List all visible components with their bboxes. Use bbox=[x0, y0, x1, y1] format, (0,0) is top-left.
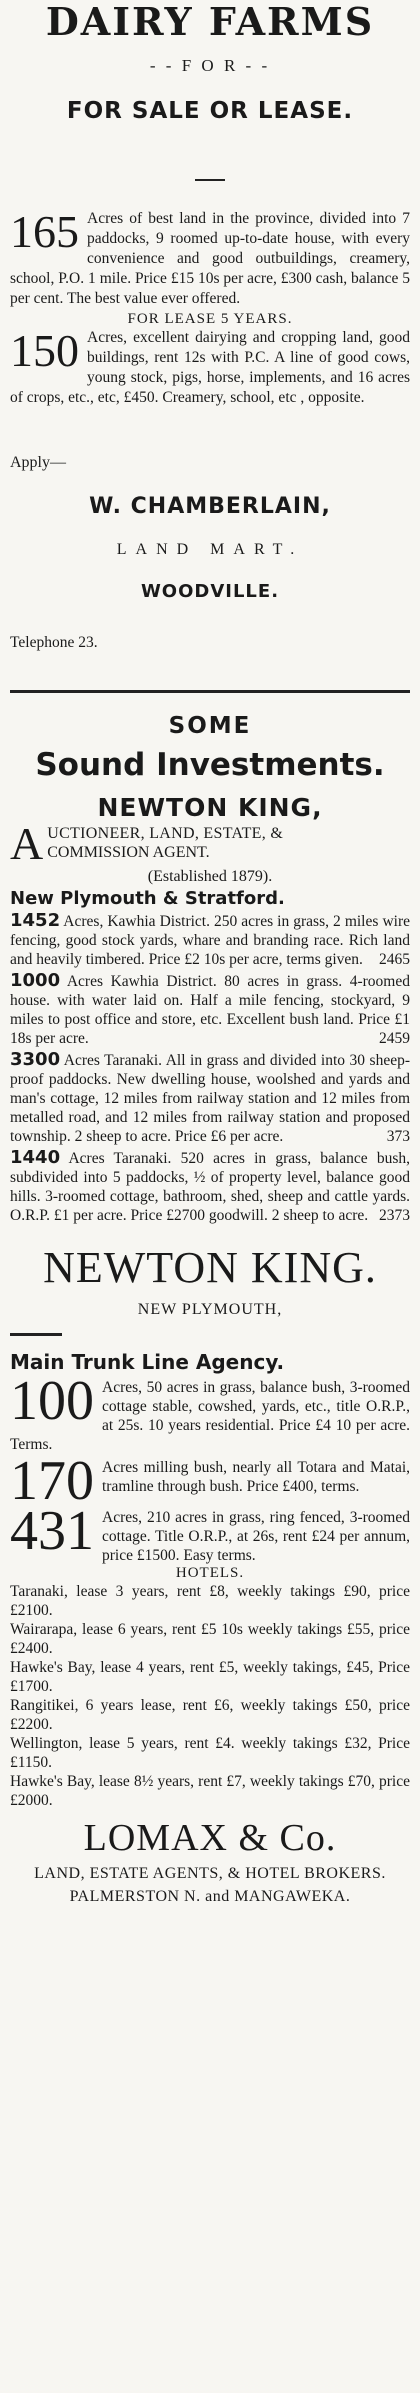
auct-line1: UCTIONEER, LAND, ESTATE, & bbox=[47, 825, 284, 842]
hotel-listing: Wairarapa, lease 6 years, rent £5 10s weekly takings £55, price £2400. bbox=[10, 1621, 410, 1657]
mtla-listings bbox=[10, 1370, 410, 1565]
hotels-list bbox=[10, 1582, 410, 1810]
property-acres: 1000 bbox=[10, 970, 61, 991]
mtla-listing bbox=[10, 1450, 410, 1512]
hotel-listing: Hawke's Bay, lease 4 years, rent £5, weekly takings, £45, Price £1700. bbox=[10, 1659, 410, 1695]
listing-number: 150 bbox=[10, 325, 79, 376]
new-plymouth-footer: NEW PLYMOUTH, bbox=[137, 1301, 283, 1318]
agent-town: WOODVILLE. bbox=[140, 581, 280, 602]
lease-heading: FOR LEASE 5 YEARS. bbox=[127, 311, 293, 327]
apply-label: Apply— bbox=[10, 454, 66, 471]
drop-cap: A bbox=[10, 818, 44, 869]
listing-text: Acres, 50 acres in grass, balance bush, 3-roomed cottage stable, cowshed, yards, etc., title O.R.P., at 25s. 10 years residential. Price £4 10 per acre. Terms. bbox=[10, 1379, 410, 1453]
mtla-listing bbox=[10, 1370, 410, 1454]
agent-name: W. CHAMBERLAIN, bbox=[89, 494, 331, 519]
property-acres: 1452 bbox=[10, 910, 61, 931]
land-mart: LAND MART. bbox=[116, 541, 304, 558]
property-text: Acres Taranaki. All in grass and divided into 30 sheep-proof paddocks. New dwelling house, woolshed and yards and man's cottage, 12 miles from railway station and 12 miles from metalled road, and 12 miles from railway station and proposed township. 2 sheep to acre. Price £6 per acre. bbox=[10, 1052, 410, 1145]
listing-165 bbox=[10, 206, 410, 309]
property-ref: 2373 bbox=[379, 1207, 410, 1224]
listing-text: Acres of best land in the province, divided into 7 paddocks, 9 roomed up-to-date house, with every convenience and good outbuildings, creamery, school, P.O. 1 mile. Price £15 10s per acre, £300 cash, balance 5 per cent. The best value ever offered. bbox=[10, 210, 410, 307]
property-text: Acres Taranaki. 520 acres in grass, balance bush, subdivided into 5 paddocks, ½ of property level, balance good hills. 3-roomed cottage, bathroom, shed, sheep and cattle yards. O.R.P. £1 per acre. Price £2700 goodwill. 2 sheep to acre. bbox=[10, 1150, 410, 1224]
property-listing bbox=[10, 1148, 410, 1225]
company-towns: PALMERSTON N. and MANGAWEKA. bbox=[69, 1888, 351, 1905]
property-text: Acres Kawhia District. 80 acres in grass. 4-roomed house. with water laid on. Half a mile fencing, stockyard, 9 miles to post office and store, etc. Excellent bush land. Price £1 18s per acre. bbox=[10, 973, 410, 1047]
hotel-listing: Taranaki, lease 3 years, rent £8, weekly takings £90, price £2100. bbox=[10, 1583, 410, 1619]
listing-number: 431 bbox=[10, 1500, 94, 1562]
property-ref: 2465 bbox=[379, 951, 410, 968]
hotel-listing: Rangitikei, 6 years lease, rent £6, weekly takings £50, price £2200. bbox=[10, 1697, 410, 1733]
property-list bbox=[10, 911, 410, 1225]
property-text: Acres, Kawhia District. 250 acres in grass, 2 miles wire fencing, good stock yards, whare and branding race. Rich land and heavily timbered. Price £2 10s per acre, terms given. bbox=[10, 913, 410, 968]
listing-text: Acres milling bush, nearly all Totara and Matai, tramline through bush. Price £400, terms. bbox=[102, 1459, 410, 1495]
listing-number: 170 bbox=[10, 1450, 94, 1512]
listing-number: 100 bbox=[10, 1370, 94, 1432]
telephone: Telephone 23. bbox=[10, 634, 98, 651]
listing-text: Acres, 210 acres in grass, ring fenced, 3-roomed cottage. Title O.R.P., at 26s, rent £24 per annum, price £1500. Easy terms. bbox=[102, 1509, 410, 1564]
listing-text: Acres, excellent dairying and cropping land, good buildings, rent 12s with P.C. A line of good cows, young stock, pigs, horse, implements, and 16 acres of crops, etc., etc, £450. Creamery, school, etc , opposite. bbox=[10, 329, 410, 406]
hotel-listing: Wellington, lease 5 years, rent £4. weekly takings £32, Price £1150. bbox=[10, 1735, 410, 1771]
mtla-listing bbox=[10, 1500, 410, 1565]
dairy-farms-title: DAIRY FARMS bbox=[45, 0, 375, 44]
for-sale-lease-heading: FOR SALE OR LEASE. bbox=[66, 98, 354, 124]
property-listing bbox=[10, 911, 410, 969]
established: (Established 1879). bbox=[147, 868, 273, 885]
listing-number: 165 bbox=[10, 206, 79, 257]
newton-king-heading: NEWTON KING, bbox=[97, 793, 323, 822]
mid-divider bbox=[10, 1333, 62, 1336]
towns-heading: New Plymouth & Stratford. bbox=[10, 888, 285, 909]
sound-investments-heading: Sound Investments. bbox=[35, 747, 385, 783]
hotel-listing: Hawke's Bay, lease 8½ years, rent £7, weekly takings £70, price £2000. bbox=[10, 1773, 410, 1809]
for-subtitle: - - F O R - - bbox=[149, 56, 271, 75]
property-acres: 3300 bbox=[10, 1049, 61, 1070]
section-divider bbox=[10, 690, 410, 693]
main-trunk-heading: Main Trunk Line Agency. bbox=[10, 1350, 285, 1374]
property-ref: 373 bbox=[386, 1128, 410, 1145]
short-divider bbox=[195, 179, 225, 181]
company-description: LAND, ESTATE AGENTS, & HOTEL BROKERS. bbox=[34, 1865, 386, 1882]
property-listing bbox=[10, 1050, 410, 1146]
property-ref: 2459 bbox=[379, 1030, 410, 1047]
listing-150 bbox=[10, 325, 410, 408]
hotels-heading: HOTELS. bbox=[175, 1565, 245, 1581]
some-heading: SOME bbox=[168, 713, 252, 739]
newton-king-footer: NEWTON KING. bbox=[43, 1243, 377, 1292]
property-listing bbox=[10, 971, 410, 1048]
auctioneer-description bbox=[10, 818, 410, 869]
auct-line2: COMMISSION AGENT. bbox=[47, 844, 210, 861]
property-acres: 1440 bbox=[10, 1147, 61, 1168]
company-name: LOMAX & Co. bbox=[83, 1817, 337, 1859]
